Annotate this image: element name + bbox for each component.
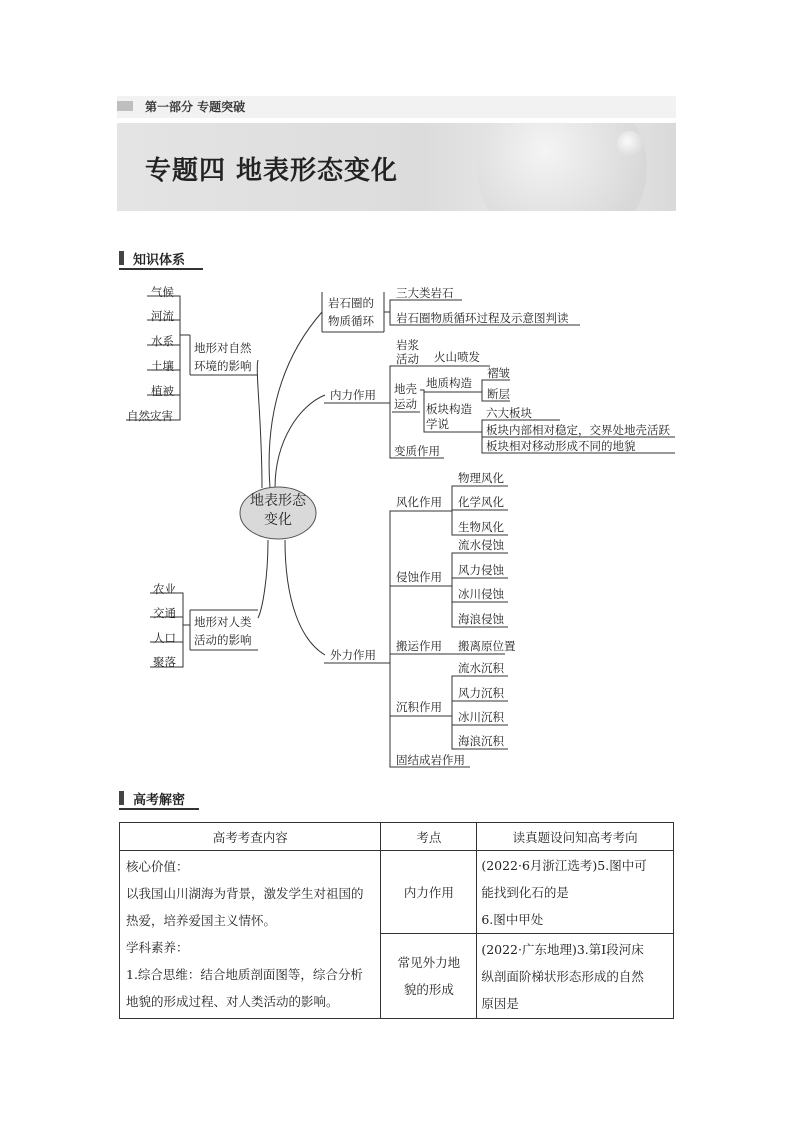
map-leaf: 生物风化 [458, 520, 504, 534]
map-leaf: 风力沉积 [458, 686, 504, 700]
question-line: 6.图中甲处 [481, 911, 544, 927]
map-leaf: 土壤 [151, 359, 174, 373]
map-node-label: 学说 [426, 417, 449, 431]
map-node-label: 风化作用 [396, 495, 442, 509]
exam-content-cell [120, 851, 381, 1019]
question-line: 原因是 [481, 995, 519, 1011]
map-leaf: 六大板块 [486, 406, 532, 420]
map-leaf: 交通 [153, 606, 176, 620]
map-leaf: 化学风化 [458, 495, 504, 509]
map-leaf: 冰川沉积 [458, 710, 504, 724]
section-title: 高考解密 [133, 793, 186, 808]
exam-question-cell [477, 934, 674, 1019]
question-line: (2022·6月浙江选考)5.图中可 [481, 857, 647, 873]
map-leaf: 物理风化 [458, 471, 504, 485]
table-header-row [120, 823, 674, 851]
map-node-label: 活动的影响 [194, 633, 252, 647]
core-value-title: 核心价值： [126, 859, 189, 874]
map-node-label: 地壳 [394, 382, 417, 396]
part-label: 第一部分 专题突破 [145, 100, 246, 114]
map-leaf: 断层 [487, 387, 510, 401]
page-title: 专题四 地表形态变化 [145, 156, 399, 186]
map-node-label: 外力作用 [330, 648, 376, 662]
map-leaf: 流水侵蚀 [458, 538, 504, 552]
map-node-label: 内力作用 [330, 388, 376, 402]
table-header-cell: 考点 [381, 823, 477, 851]
map-leaf: 植被 [151, 384, 174, 398]
literacy-text: 1.综合思维：结合地质剖面图等，综合分析地貌的形成过程、对人类活动的影响。 [126, 967, 363, 1009]
map-leaf: 风力侵蚀 [458, 563, 504, 577]
core-value-text: 以我国山川湖海为背景，激发学生对祖国的热爱，培养爱国主义情怀。 [126, 886, 364, 928]
map-node-label: 板块构造 [426, 402, 472, 416]
map-leaf: 搬离原位置 [458, 639, 516, 653]
map-node-label: 地形对人类 [194, 615, 252, 629]
question-line: (2022·广东地理)3.第Ⅰ段河床 [481, 941, 644, 957]
map-leaf: 板块内部相对稳定，交界处地壳活跃 [486, 423, 670, 437]
map-node-label: 活动 [396, 352, 419, 366]
exam-point-cell: 内力作用 [381, 851, 477, 934]
map-leaf: 人口 [153, 631, 176, 645]
point-line: 貌的形成 [403, 982, 454, 997]
point-line: 常见外力地 [397, 955, 461, 970]
literacy-title: 学科素养： [126, 940, 189, 955]
map-leaf: 气候 [151, 285, 174, 299]
map-node-label: 运动 [394, 397, 417, 411]
map-node-label: 环境的影响 [194, 359, 252, 373]
map-leaf: 冰川侵蚀 [458, 587, 504, 601]
map-node-label: 岩石圈的 [328, 296, 374, 310]
map-node-label: 变质作用 [394, 444, 440, 458]
section-title: 知识体系 [133, 253, 186, 268]
center-label-line1: 地表形态 [250, 493, 306, 509]
map-leaf: 三大类岩石 [396, 286, 454, 300]
section-underline [119, 808, 199, 810]
map-node-label: 沉积作用 [396, 700, 442, 714]
exam-question-cell [477, 851, 674, 934]
map-node-label: 物质循环 [328, 314, 374, 328]
map-leaf: 海浪沉积 [458, 734, 504, 748]
map-leaf: 板块相对移动形成不同的地貌 [486, 439, 636, 453]
map-leaf: 水系 [151, 334, 174, 348]
map-leaf: 河流 [151, 309, 174, 323]
section-marker-icon [119, 791, 124, 805]
map-node-label: 侵蚀作用 [396, 570, 442, 584]
map-leaf: 海浪侵蚀 [458, 612, 504, 626]
table-header-cell: 读真题设问知高考考向 [477, 823, 674, 851]
map-leaf: 农业 [153, 582, 176, 596]
exam-table [119, 822, 674, 1019]
map-node-label: 固结成岩作用 [396, 753, 465, 767]
map-node-label: 地质构造 [426, 376, 472, 390]
center-label-line2: 变化 [264, 512, 292, 528]
map-leaf: 聚落 [153, 655, 176, 669]
section-heading-exam [119, 789, 199, 807]
map-leaf: 火山喷发 [434, 350, 480, 364]
exam-point-cell [381, 934, 477, 1019]
table-header-cell: 高考考查内容 [120, 823, 381, 851]
map-node-label: 地形对自然 [194, 341, 252, 355]
map-leaf: 岩石圈物质循环过程及示意图判读 [396, 311, 569, 325]
table-row [120, 851, 674, 934]
map-leaf: 褶皱 [487, 366, 510, 380]
map-node-label: 岩浆 [396, 338, 419, 352]
question-line: 纵剖面阶梯状形态形成的自然 [481, 968, 644, 984]
map-leaf: 自然灾害 [127, 409, 173, 423]
question-line: 能找到化石的是 [481, 884, 569, 900]
map-leaf: 流水沉积 [458, 661, 504, 675]
map-node-label: 搬运作用 [396, 639, 442, 653]
